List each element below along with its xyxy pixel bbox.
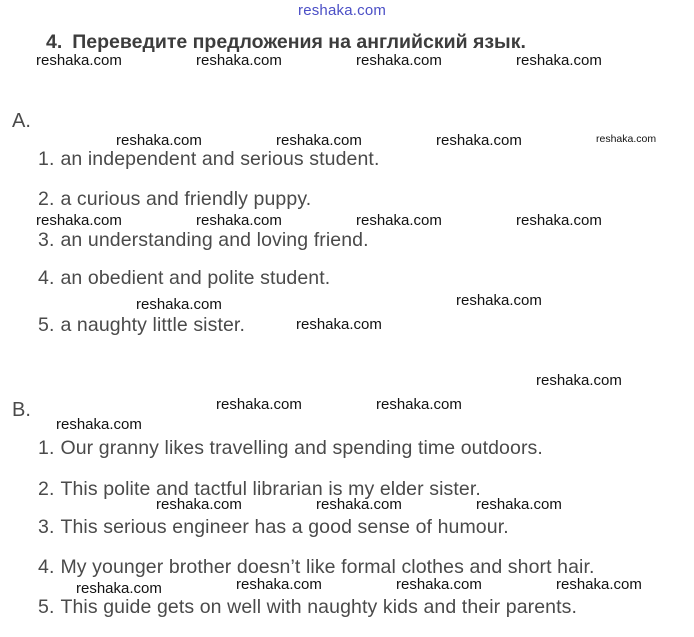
item-text: an understanding and loving friend. [60,229,369,251]
section-b-item-1 [38,437,543,460]
watermark: reshaka.com [276,132,362,149]
item-text: an obedient and polite student. [60,267,331,289]
item-text: an independent and serious student. [60,148,380,170]
item-number: 1. [38,148,55,170]
watermark: reshaka.com [156,496,242,513]
item-number: 2. [38,478,55,500]
section-b-label: B. [12,399,31,421]
section-a-item-3 [38,229,369,252]
watermark: reshaka.com [216,396,302,413]
watermark: reshaka.com [36,212,122,229]
watermark: reshaka.com [476,496,562,513]
item-text: This polite and tactful librarian is my elder sister. [60,478,481,500]
section-b-item-3 [38,516,509,539]
item-text: My younger brother doesn’t like formal clothes and short hair. [60,556,595,578]
watermark: reshaka.com [116,132,202,149]
watermark: reshaka.com [556,576,642,593]
section-b-item-5 [38,596,577,619]
item-text: a curious and friendly puppy. [60,188,312,210]
item-text: This serious engineer has a good sense of humour. [60,516,509,538]
watermark: reshaka.com [436,132,522,149]
site-link[interactable]: reshaka.com [298,2,387,19]
watermark: reshaka.com [136,296,222,313]
section-a-item-5 [38,314,245,337]
watermark: reshaka.com [536,372,622,389]
item-number: 3. [38,516,55,538]
item-text: a naughty little sister. [60,314,245,336]
section-a-item-4 [38,267,330,290]
item-number: 4. [38,556,55,578]
task-heading [46,31,526,54]
item-number: 3. [38,229,55,251]
item-number: 4. [38,267,55,289]
watermark: reshaka.com [196,52,282,69]
watermark: reshaka.com [456,292,542,309]
section-a-item-2 [38,188,311,211]
item-number: 5. [38,596,55,618]
watermark: reshaka.com [36,52,122,69]
watermark: reshaka.com [596,133,657,145]
watermark: reshaka.com [396,576,482,593]
watermark: reshaka.com [196,212,282,229]
watermark: reshaka.com [296,316,382,333]
section-b-item-2 [38,478,481,501]
watermark: reshaka.com [76,580,162,597]
watermark: reshaka.com [356,52,442,69]
item-text: Our granny likes travelling and spending time outdoors. [60,437,543,459]
task-number: 4. [46,31,63,53]
task-text: Переведите предложения на английский язык. [72,31,526,53]
watermark: reshaka.com [516,212,602,229]
item-number: 5. [38,314,55,336]
watermark: reshaka.com [356,212,442,229]
item-text: This guide gets on well with naughty kids and their parents. [60,596,578,618]
watermark: reshaka.com [516,52,602,69]
watermark: reshaka.com [316,496,402,513]
watermark: reshaka.com [56,416,142,433]
watermark: reshaka.com [376,396,462,413]
item-number: 2. [38,188,55,210]
watermark: reshaka.com [236,576,322,593]
section-a-label: A. [12,110,31,132]
item-number: 1. [38,437,55,459]
section-a-item-1 [38,148,379,171]
